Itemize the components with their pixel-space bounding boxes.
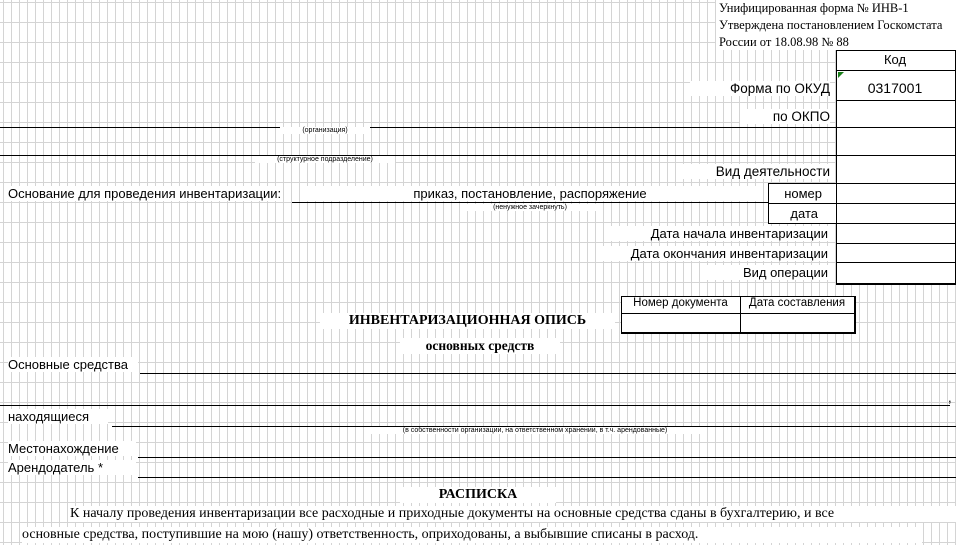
assets-line-2[interactable]: [0, 405, 950, 406]
assets-line-1[interactable]: [140, 373, 956, 374]
document-number-header: Номер документа: [633, 297, 728, 309]
basis-line[interactable]: [292, 202, 768, 203]
location-label: Местонахождение: [8, 441, 136, 456]
basis-label: Основание для проведения инвентаризации:: [8, 186, 282, 201]
page-subtitle: основных средств: [400, 338, 560, 354]
organization-caption: (организация): [280, 127, 370, 134]
location-line[interactable]: [138, 457, 956, 458]
organization-line[interactable]: [0, 127, 836, 128]
lessor-line[interactable]: [138, 477, 956, 478]
end-date-label: Дата окончания инвентаризации: [600, 246, 828, 261]
number-label: номер: [784, 186, 822, 201]
document-date-header: Дата составления: [748, 297, 846, 309]
lessor-label: Арендодатель *: [8, 460, 136, 475]
okud-code-value: 0317001: [867, 80, 923, 96]
codes-header: Код: [883, 52, 907, 67]
form-header-line1: Унифицированная форма № ИНВ-1: [719, 1, 909, 15]
located-label: находящиеся: [8, 409, 108, 424]
basis-value: приказ, постановление, распоряжение: [300, 186, 760, 201]
operation-label: Вид операции: [700, 265, 828, 280]
form-header-line3: России от 18.08.98 № 88: [719, 35, 849, 49]
division-caption: (структурное подразделение): [255, 156, 395, 163]
cell-marker-icon: [838, 72, 844, 78]
activity-label: Вид деятельности: [680, 164, 830, 179]
page-title: ИНВЕНТАРИЗАЦИОННАЯ ОПИСЬ: [320, 313, 615, 329]
assets-comma: ,: [948, 390, 952, 405]
form-header-line2: Утверждена постановлением Госкомстата: [719, 18, 943, 32]
receipt-text-line1: К началу проведения инвентаризации все расходные и приходные документы на основные средства сданы в бухгалтерию, и все: [70, 506, 956, 522]
okud-label: Форма по ОКУД: [690, 81, 830, 96]
form-header: [716, 0, 956, 50]
receipt-text-line2: основные средства, поступившие на мою (нашу) ответственность, оприходованы, а выбывшие списаны в расход.: [22, 527, 922, 543]
okpo-label: по ОКПО: [740, 109, 830, 124]
date-label: дата: [790, 206, 818, 221]
ownership-caption: (в собственности организации, на ответственном хранении, в т.ч. арендованные): [370, 427, 700, 434]
start-date-label: Дата начала инвентаризации: [610, 226, 828, 241]
division-line[interactable]: [0, 155, 836, 156]
receipt-title: РАСПИСКА: [400, 487, 556, 503]
assets-label: Основные средства: [8, 357, 138, 372]
basis-caption: (ненужное зачеркнуть): [460, 204, 600, 211]
